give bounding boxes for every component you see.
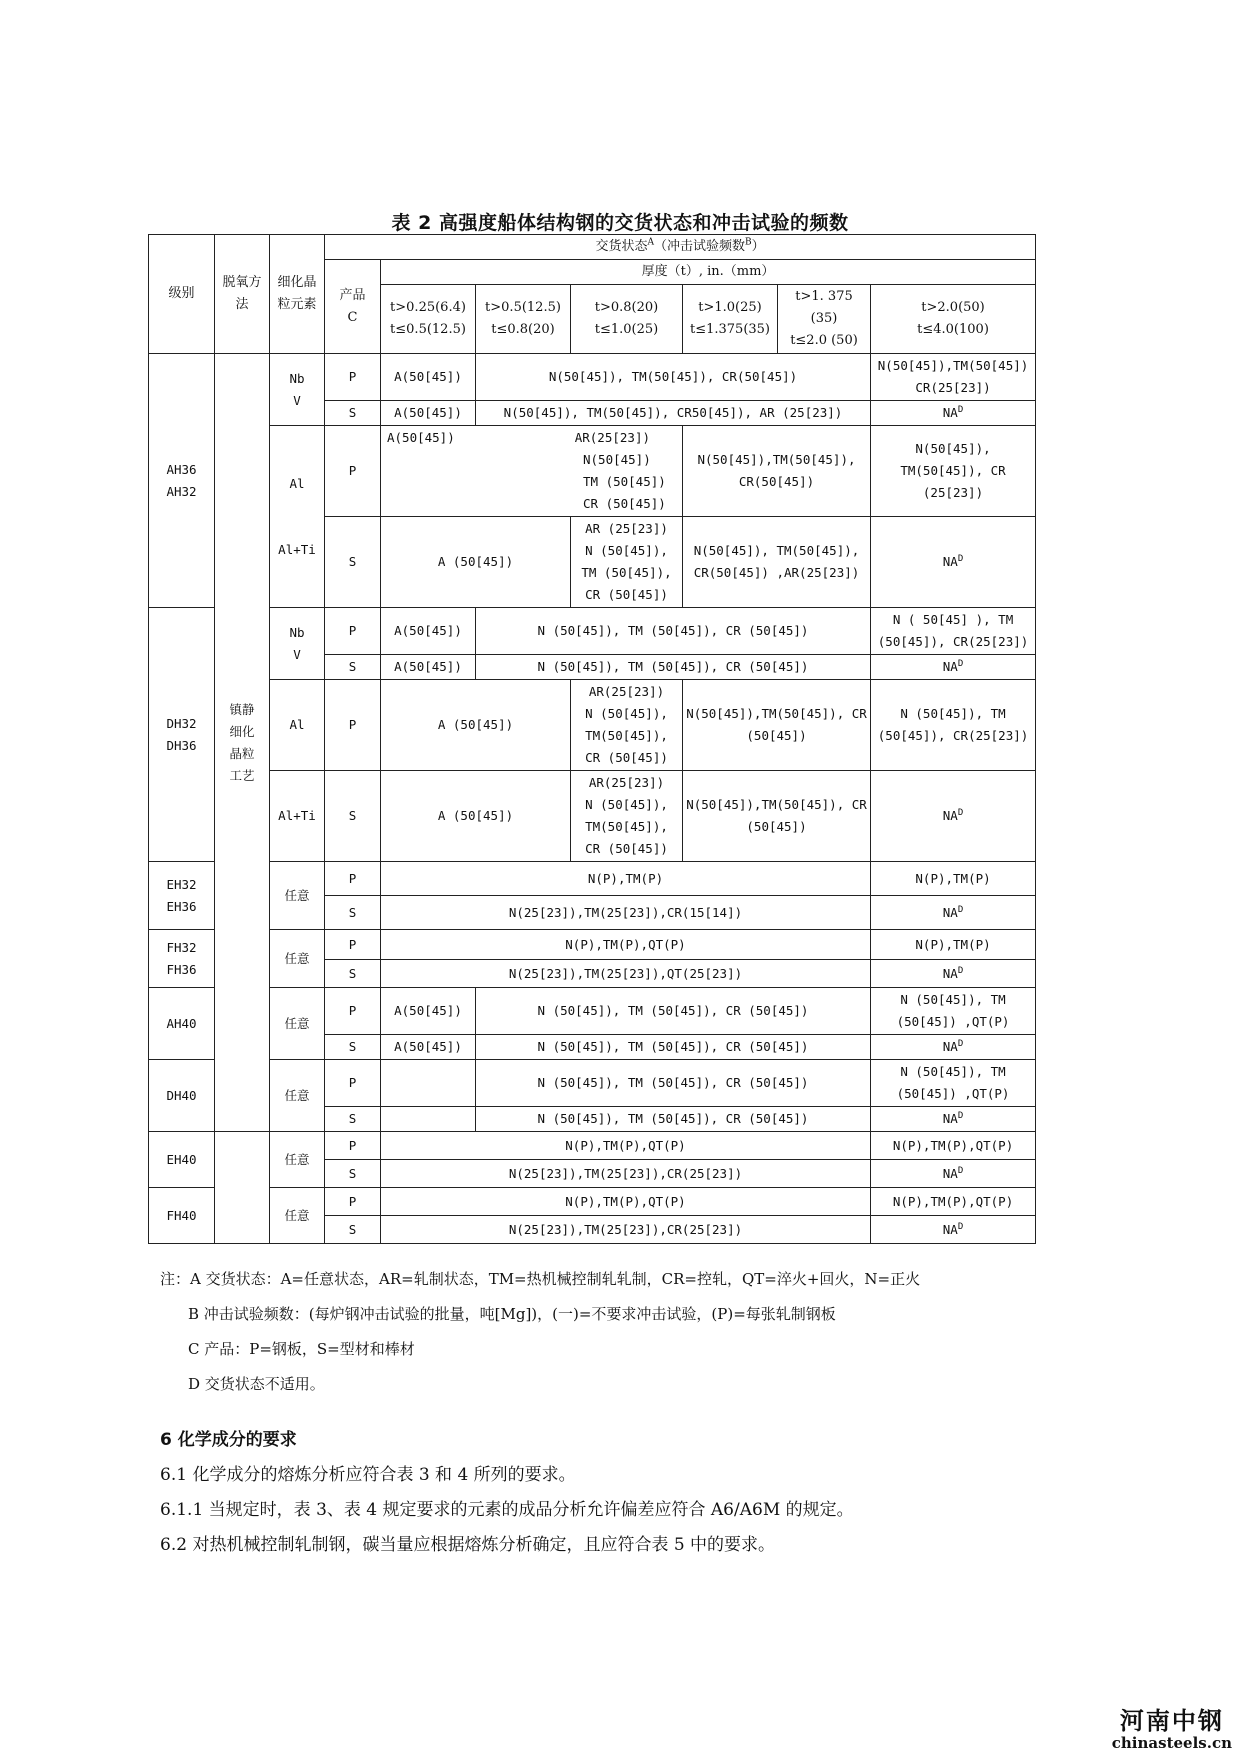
- cell-na: $NA^D$: [871, 1035, 1036, 1060]
- element-alti: Al+Ti: [270, 771, 325, 862]
- cell: N(50[45]), TM(50[45]), CR(50[45]): [476, 354, 871, 401]
- table-row: [149, 862, 1036, 896]
- element-any: 任意: [270, 988, 325, 1060]
- note-c: C 产品：P=钢板，S=型材和棒材: [188, 1340, 415, 1358]
- paragraph: 6.1.1 当规定时，表 3、表 4 规定要求的元素的成品分析允许偏差应符合 A6/A6M 的规定。: [160, 1500, 854, 1520]
- table-row: [149, 1188, 1036, 1216]
- header-elements: 细化晶粒元素: [270, 235, 325, 354]
- element-any: 任意: [270, 1132, 325, 1188]
- cell: N ( 50[45] ), TM (50[45]), CR(25[23]): [871, 608, 1036, 655]
- product-p: P: [325, 862, 381, 896]
- watermark-cn: 河南中钢: [1119, 1707, 1224, 1735]
- element-any: 任意: [270, 930, 325, 988]
- product-s: S: [325, 960, 381, 988]
- product-s: S: [325, 896, 381, 930]
- cell: N(P),TM(P): [871, 862, 1036, 896]
- table-row: [149, 930, 1036, 960]
- table-row: [149, 426, 1036, 517]
- product-s: S: [325, 771, 381, 862]
- grade-fh32-fh36: FH32 FH36: [149, 930, 215, 988]
- deox-method: 镇静 细化 晶粒 工艺: [215, 354, 270, 1132]
- cell: N(50[45]), TM(50[45]), CR(50[45]) ,AR(25[23]): [683, 517, 871, 608]
- cell: A (50[45]): [381, 771, 571, 862]
- grade-ah36-ah32: AH36 AH32: [149, 354, 215, 608]
- cell-na: $NA^D$: [871, 896, 1036, 930]
- table-row: [149, 608, 1036, 655]
- cell-na: $NA^D$: [871, 655, 1036, 680]
- table-row: [149, 1060, 1036, 1107]
- cell: N(P),TM(P),QT(P): [381, 930, 871, 960]
- cell-na: $NA^D$: [871, 1160, 1036, 1188]
- cell: N (50[45]), TM (50[45]), CR (50[45]): [476, 988, 871, 1035]
- product-p: P: [325, 426, 381, 517]
- paragraph: 6.1 化学成分的熔炼分析应符合表 3 和 4 所列的要求。: [160, 1465, 576, 1485]
- cell: N(P),TM(P),QT(P): [871, 1132, 1036, 1160]
- cell-na: $NA^D$: [871, 771, 1036, 862]
- element-nb-v: Nb V: [270, 608, 325, 680]
- cell: N(P),TM(P),QT(P): [381, 1132, 871, 1160]
- paragraph: 6.2 对热机械控制轧制钢，碳当量应根据熔炼分析确定，且应符合表 5 中的要求。: [160, 1535, 776, 1555]
- note-b: B 冲击试验频数：(每炉钢冲击试验的批量，吨[Mg])，(一)=不要求冲击试验，(P)=每张轧制钢板: [188, 1305, 836, 1323]
- cell-na: $NA^D$: [871, 517, 1036, 608]
- cell: N (50[45]), TM (50[45]) ,QT(P): [871, 1060, 1036, 1107]
- grade-fh40: FH40: [149, 1188, 215, 1244]
- cell: N(50[45]),TM(50[45]), CR (50[45]): [683, 680, 871, 771]
- cell: N (50[45]), TM (50[45]), CR (50[45]): [476, 608, 871, 655]
- cell-na: $NA^D$: [871, 1107, 1036, 1132]
- cell: N(50[45]),TM(50[45]), CR (50[45]): [683, 771, 871, 862]
- product-p: P: [325, 930, 381, 960]
- cell: N(25[23]),TM(25[23]),QT(25[23]): [381, 960, 871, 988]
- cell: AR(25[23]) N (50[45]), TM(50[45]), CR (50[45]): [571, 771, 683, 862]
- table-row: [149, 680, 1036, 771]
- range-1: t>0.25(6.4) t≤0.5(12.5): [381, 285, 476, 354]
- chemical-composition-section: [160, 1423, 854, 1563]
- range-4: t>1.0(25) t≤1.375(35): [683, 285, 778, 354]
- table-row: [149, 354, 1036, 401]
- header-product: 产品 C: [325, 260, 381, 354]
- element-al-alti: Al Al+Ti: [270, 426, 325, 608]
- header-deox: 脱氧方法: [215, 235, 270, 354]
- cell: N(50[45]), TM(50[45]), CR (25[23]): [871, 426, 1036, 517]
- cell: N(P),TM(P),QT(P): [871, 1188, 1036, 1216]
- cell-na: $NA^D$: [871, 1216, 1036, 1244]
- header-thickness: 厚度（t）, in.（mm）: [381, 260, 1036, 285]
- cell: N(P),TM(P): [381, 862, 871, 896]
- cell: N (50[45]), TM (50[45]), CR (50[45]): [476, 1035, 871, 1060]
- table-title: 表 2 高强度船体结构钢的交货状态和冲击试验的频数: [391, 212, 849, 234]
- cell-na: $NA^D$: [871, 401, 1036, 426]
- grade-eh32-eh36: EH32 EH36: [149, 862, 215, 930]
- product-s: S: [325, 401, 381, 426]
- cell: A (50[45]): [381, 680, 571, 771]
- table-row: [149, 771, 1036, 862]
- range-2: t>0.5(12.5) t≤0.8(20): [476, 285, 571, 354]
- cell: A(50[45]): [381, 988, 476, 1035]
- delivery-condition-table: [148, 234, 1036, 1244]
- cell: N(50[45]), TM(50[45]), CR50[45]), AR (25[23]): [476, 401, 871, 426]
- cell: N (50[45]), TM (50[45]), CR (50[45]): [476, 1107, 871, 1132]
- header-grade: 级别: [149, 235, 215, 354]
- cell-empty: [381, 1107, 476, 1132]
- cell: N(25[23]),TM(25[23]),CR(15[14]): [381, 896, 871, 930]
- element-any: 任意: [270, 862, 325, 930]
- header-row-1: [149, 235, 1036, 260]
- watermark-en: chinasteels.cn: [1111, 1734, 1232, 1752]
- product-p: P: [325, 354, 381, 401]
- cell: A(50[45]): [381, 608, 476, 655]
- product-p: P: [325, 608, 381, 655]
- grade-ah40: AH40: [149, 988, 215, 1060]
- cell: N (50[45]), TM (50[45]), CR(25[23]): [871, 680, 1036, 771]
- cell: N(P),TM(P),QT(P): [381, 1188, 871, 1216]
- cell: A(50[45]): [381, 1035, 476, 1060]
- grade-dh32-dh36: DH32 DH36: [149, 608, 215, 862]
- product-p: P: [325, 1060, 381, 1107]
- product-s: S: [325, 1107, 381, 1132]
- cell: N(50[45]),TM(50[45]) CR(25[23]): [871, 354, 1036, 401]
- cell-empty: [381, 1060, 476, 1107]
- product-p: P: [325, 1132, 381, 1160]
- cell: N(P),TM(P): [871, 930, 1036, 960]
- cell: N(25[23]),TM(25[23]),CR(25[23]): [381, 1216, 871, 1244]
- product-p: P: [325, 988, 381, 1035]
- grade-eh40: EH40: [149, 1132, 215, 1188]
- cell: A (50[45]): [381, 517, 571, 608]
- deox-method-cont: [215, 1132, 270, 1244]
- product-s: S: [325, 1216, 381, 1244]
- cell: N (50[45]), TM (50[45]) ,QT(P): [871, 988, 1036, 1035]
- cell: A(50[45]): [381, 401, 476, 426]
- product-p: P: [325, 1188, 381, 1216]
- product-s: S: [325, 1160, 381, 1188]
- element-any: 任意: [270, 1060, 325, 1132]
- cell: A(50[45]) AR(25[23]) N(50[45]) TM (50[45]) CR (50[45]): [381, 426, 683, 517]
- product-s: S: [325, 1035, 381, 1060]
- section-heading: 6 化学成分的要求: [160, 1430, 297, 1450]
- cell: A(50[45]): [381, 354, 476, 401]
- table-row: [149, 1132, 1036, 1160]
- range-5: t>1. 375 (35) t≤2.0 (50): [778, 285, 871, 354]
- cell: AR(25[23]) N (50[45]), TM(50[45]), CR (50[45]): [571, 680, 683, 771]
- cell: N (50[45]), TM (50[45]), CR (50[45]): [476, 655, 871, 680]
- cell: N(50[45]),TM(50[45]), CR(50[45]): [683, 426, 871, 517]
- cell: N (50[45]), TM (50[45]), CR (50[45]): [476, 1060, 871, 1107]
- product-s: S: [325, 655, 381, 680]
- note-a: 注：A 交货状态：A=任意状态，AR=轧制状态，TM=热机械控制轧轧制，CR=控轧，QT=淬火+回火，N=正火: [160, 1270, 921, 1288]
- table-row: [149, 988, 1036, 1035]
- cell-na: $NA^D$: [871, 960, 1036, 988]
- cell: AR (25[23]) N (50[45]), TM (50[45]), CR (50[45]): [571, 517, 683, 608]
- product-p: P: [325, 680, 381, 771]
- grade-dh40: DH40: [149, 1060, 215, 1132]
- element-any: 任意: [270, 1188, 325, 1244]
- table-notes: [160, 1262, 920, 1402]
- header-delivery: 交货状态$^A$（冲击试验频数$^B$）: [325, 235, 1036, 260]
- range-3: t>0.8(20) t≤1.0(25): [571, 285, 683, 354]
- cell: N(25[23]),TM(25[23]),CR(25[23]): [381, 1160, 871, 1188]
- element-nb-v: Nb V: [270, 354, 325, 426]
- element-al: Al: [270, 680, 325, 771]
- note-d: D 交货状态不适用。: [188, 1375, 325, 1393]
- cell: A(50[45]): [381, 655, 476, 680]
- site-watermark-logo: [1112, 1708, 1232, 1752]
- product-s: S: [325, 517, 381, 608]
- range-6: t>2.0(50) t≤4.0(100): [871, 285, 1036, 354]
